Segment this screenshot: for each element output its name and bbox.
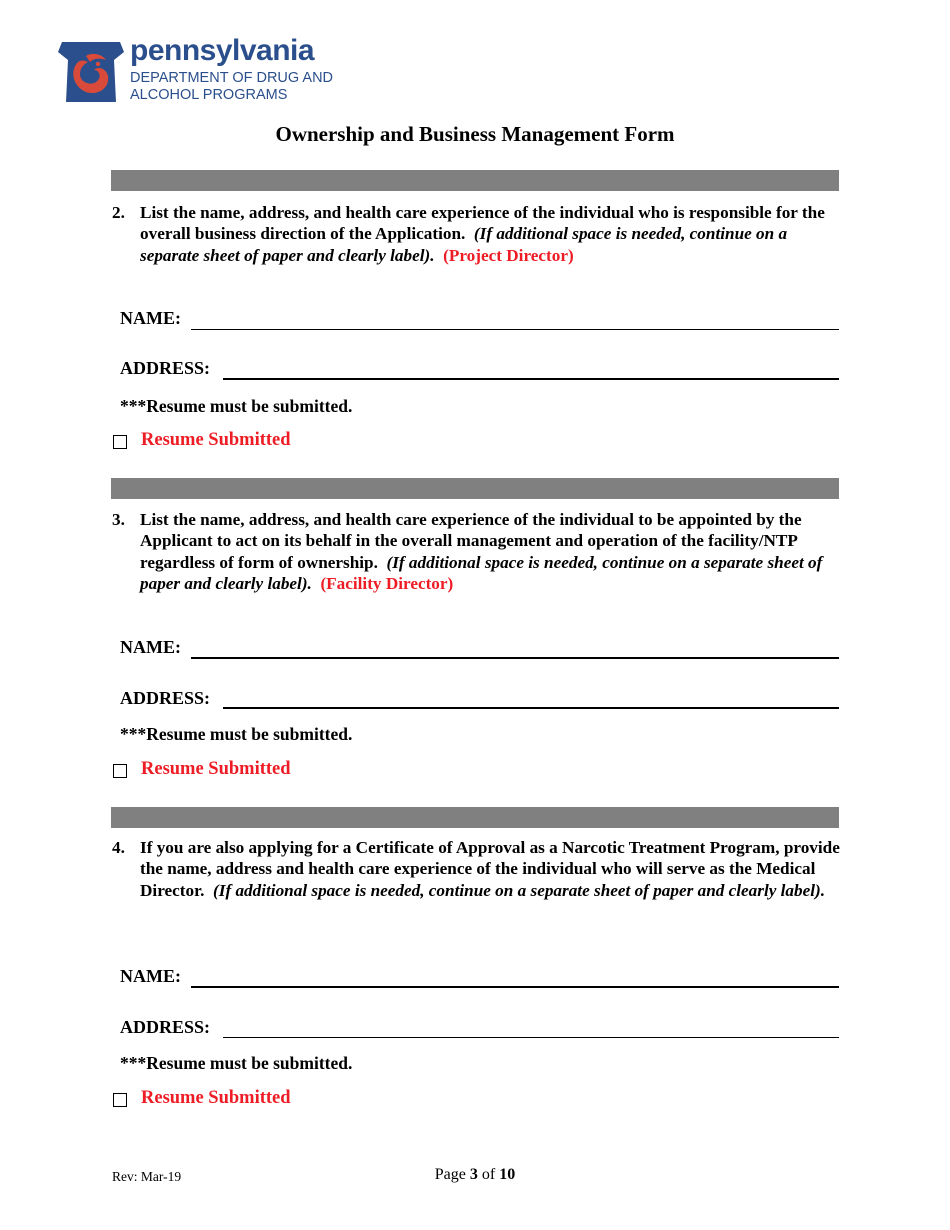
resume-submitted-label: Resume Submitted <box>141 759 291 779</box>
logo-subtitle-line1: DEPARTMENT OF DRUG AND <box>130 70 334 86</box>
question-2 <box>112 202 840 266</box>
question-4 <box>112 837 840 901</box>
resume-note: ***Resume must be submitted. <box>120 1053 353 1073</box>
page-current: 3 <box>469 1166 478 1183</box>
address-field[interactable] <box>223 707 839 709</box>
keystone-phoenix-icon <box>56 40 126 104</box>
name-field[interactable] <box>191 329 839 330</box>
page-of: of <box>481 1166 496 1183</box>
question-main-text: List the name, address, and health care experience of the individual to be appointed by the Applicant to act on its behalf in the overall management and operation of the facility/NTP regardless of form of ownership. <box>140 510 802 572</box>
section-divider-bar <box>111 807 839 828</box>
revision-date: Rev: Mar-19 <box>112 1169 182 1184</box>
resume-submitted-label: Resume Submitted <box>141 1088 291 1108</box>
address-label: ADDRESS: <box>120 1017 211 1037</box>
question-main-text: List the name, address, and health care experience of the individual who is responsible for the overall business direction of the Application. <box>140 203 825 244</box>
page-number <box>0 1166 950 1184</box>
page-prefix: Page <box>434 1166 466 1183</box>
question-text <box>140 509 840 595</box>
resume-submitted-checkbox[interactable] <box>113 1093 127 1107</box>
name-field[interactable] <box>191 657 839 659</box>
page-title: Ownership and Business Management Form <box>275 122 675 146</box>
question-number: 4. <box>112 838 125 857</box>
name-label: NAME: <box>120 308 181 328</box>
question-text <box>140 202 840 266</box>
section-divider-bar <box>111 170 839 191</box>
question-main-text: If you are also applying for a Certificate of Approval as a Narcotic Treatment Program, provide the name, address and health care experience of the individual who will serve as the Medical Director. <box>140 838 840 900</box>
question-number: 2. <box>112 203 125 222</box>
question-italic-note: (If additional space is needed, continue on a separate sheet of paper and clearly label). <box>213 880 826 900</box>
question-role: (Facility Director) <box>320 574 454 594</box>
section-divider-bar <box>111 478 839 499</box>
resume-submitted-checkbox[interactable] <box>113 435 127 449</box>
address-field[interactable] <box>223 1037 839 1038</box>
resume-submitted-label: Resume Submitted <box>141 430 291 450</box>
address-label: ADDRESS: <box>120 688 211 708</box>
resume-note: ***Resume must be submitted. <box>120 396 353 416</box>
resume-submitted-checkbox[interactable] <box>113 764 127 778</box>
question-italic-note: (If additional space is needed, continue on a separate sheet of paper and clearly label). <box>140 552 823 594</box>
question-number: 3. <box>112 510 125 529</box>
logo-title: pennsylvania <box>130 34 315 67</box>
name-label: NAME: <box>120 966 181 986</box>
logo-subtitle-line2: ALCOHOL PROGRAMS <box>130 87 288 103</box>
address-label: ADDRESS: <box>120 358 211 378</box>
address-field[interactable] <box>223 378 839 380</box>
question-text <box>140 837 840 901</box>
question-italic-note: (If additional space is needed, continue on a separate sheet of paper and clearly label). <box>140 224 788 265</box>
question-3 <box>112 509 840 595</box>
question-role: (Project Director) <box>443 245 574 265</box>
logo-subtitle <box>130 70 333 104</box>
name-field[interactable] <box>191 986 839 988</box>
resume-note: ***Resume must be submitted. <box>120 724 353 744</box>
name-label: NAME: <box>120 637 181 657</box>
department-logo <box>56 34 336 106</box>
page-total: 10 <box>499 1166 516 1183</box>
